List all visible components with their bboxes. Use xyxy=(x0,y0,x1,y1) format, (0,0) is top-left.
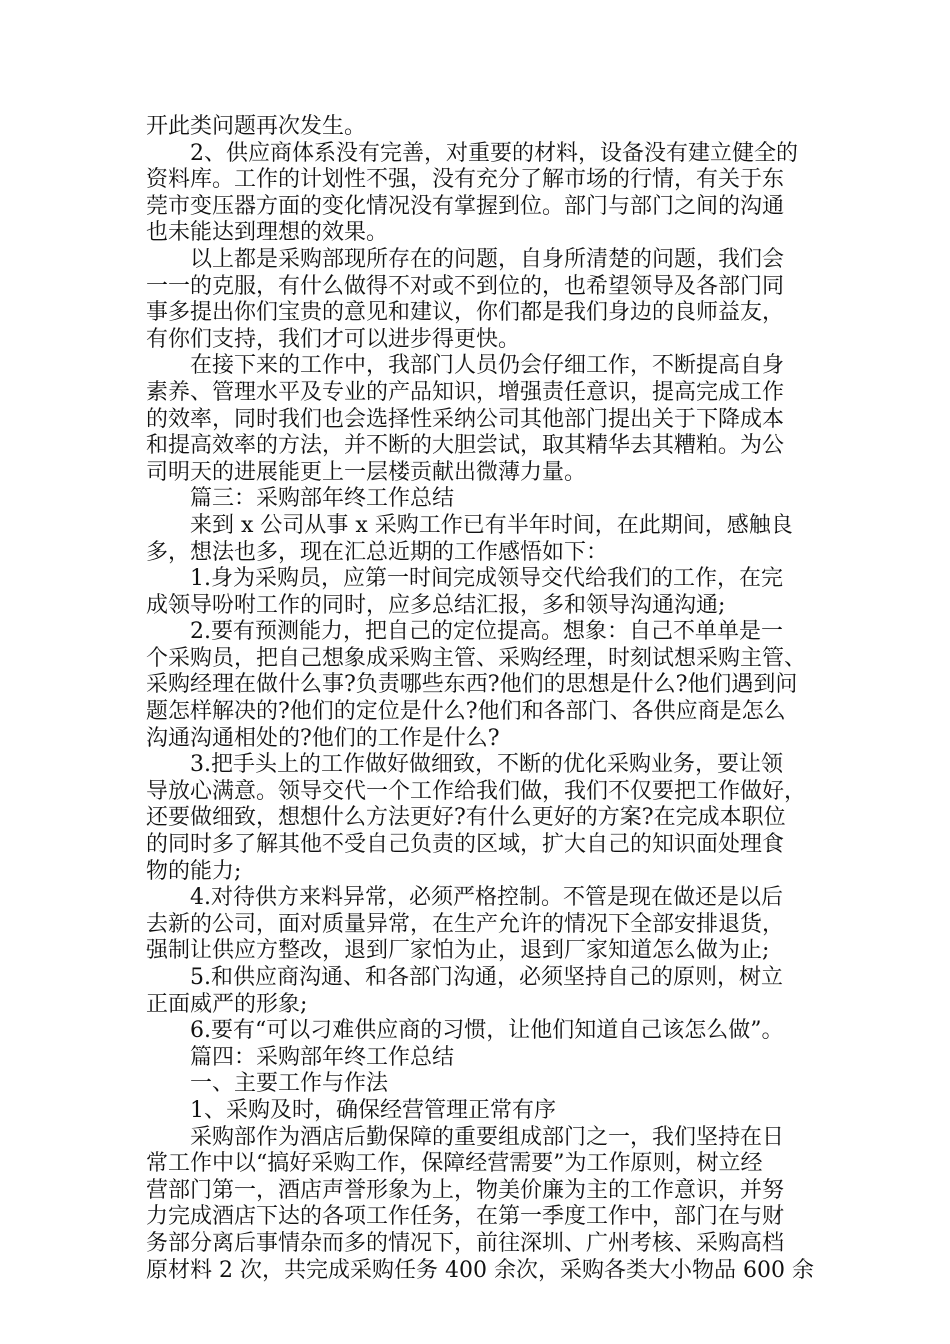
text-line: 2、供应商体系没有完善，对重要的材料，设备没有建立健全的 xyxy=(190,140,798,166)
text-line: 还要做细致，想想什么方法更好?有什么更好的方案?在完成本职位 xyxy=(146,805,786,831)
text-line: 采购部作为酒店后勤保障的重要组成部门之一，我们坚持在日 xyxy=(190,1124,785,1150)
text-line: 以上都是采购部现所存在的问题，自身所清楚的问题，我们会 xyxy=(190,246,785,272)
text-line: 的同时多了解其他不受自己负责的区域，扩大自己的知识面处理食 xyxy=(146,832,785,858)
text-line: 5.和供应商沟通、和各部门沟通，必须坚持自己的原则，树立 xyxy=(190,965,783,990)
text-line: 6.要有“可以刁难供应商的习惯，让他们知道自己该怎么做”。 xyxy=(190,1018,784,1044)
text-line: 素养、管理水平及专业的产品知识，增强责任意识，提高完成工作 xyxy=(146,379,785,405)
text-line: 有你们支持，我们才可以进步得更快。 xyxy=(146,326,521,352)
text-line: 多，想法也多，现在汇总近期的工作感悟如下： xyxy=(146,539,609,565)
text-line: 个采购员，把自己想象成采购主管、采购经理，时刻试想采购主管、 xyxy=(146,645,807,671)
text-line: 一一的克服，有什么做得不对或不到位的，也希望领导及各部门同 xyxy=(146,273,785,299)
text-line: 3.把手头上的工作做好做细致，不断的优化采购业务，要让领 xyxy=(190,752,783,778)
document-body xyxy=(146,114,814,1284)
text-line: 物的能力; xyxy=(146,858,242,884)
text-line: 正面威严的形象; xyxy=(146,991,308,1017)
text-line: 莞市变压器方面的变化情况没有掌握到位。部门与部门之间的沟通 xyxy=(146,193,785,219)
text-line: 1.身为采购员，应第一时间完成领导交代给我们的工作，在完 xyxy=(190,566,783,592)
text-line: 来到 x 公司从事 x 采购工作已有半年时间，在此期间，感触良 xyxy=(190,512,793,538)
text-line: 导放心满意。领导交代一个工作给我们做，我们不仅要把工作做好， xyxy=(146,778,807,804)
text-line: 采购经理在做什么事?负责哪些东西?他们的思想是什么?他们遇到问 xyxy=(146,672,798,698)
text-line: 也未能达到理想的效果。 xyxy=(146,220,389,246)
text-line: 务部分离后事情杂而多的情况下，前往深圳、广州考核、采购高档 xyxy=(146,1230,785,1256)
text-line: 2.要有预测能力，把自己的定位提高。想象：自己不单单是一 xyxy=(190,619,783,645)
text-line: 沟通沟通相处的?他们的工作是什么? xyxy=(146,725,500,751)
text-line: 一、主要工作与作法 xyxy=(190,1071,389,1097)
text-line: 和提高效率的方法，并不断的大胆尝试，取其精华去其糟粕。为公 xyxy=(146,433,785,459)
text-line: 营部门第一，酒店声誉形象为上，物美价廉为主的工作意识，并努 xyxy=(146,1177,785,1203)
text-line: 常工作中以“搞好采购工作，保障经营需要”为工作原则，树立经 xyxy=(146,1151,763,1177)
text-line: 司明天的进展能更上一层楼贡献出微薄力量。 xyxy=(146,459,587,485)
text-line: 原材料 2 次，共完成采购任务 400 余次，采购各类大小物品 600 余 xyxy=(146,1257,814,1283)
text-line: 4.对待供方来料异常，必须严格控制。不管是现在做还是以后 xyxy=(190,885,783,911)
text-line: 成领导吩咐工作的同时，应多总结汇报，多和领导沟通沟通; xyxy=(146,592,726,618)
text-line: 的效率，同时我们也会选择性采纳公司其他部门提出关于下降成本 xyxy=(146,406,785,432)
text-line: 开此类问题再次发生。 xyxy=(146,114,367,139)
text-line: 强制让供应方整改，退到厂家怕为止，退到厂家知道怎么做为止; xyxy=(146,938,770,964)
text-line: 事多提出你们宝贵的意见和建议，你们都是我们身边的良师益友， xyxy=(146,300,785,326)
text-line: 篇三：采购部年终工作总结 xyxy=(190,486,455,512)
text-line: 题怎样解决的?他们的定位是什么?他们和各部门、各供应商是怎么 xyxy=(146,699,786,725)
text-line: 篇四：采购部年终工作总结 xyxy=(190,1044,455,1070)
text-line: 资料库。工作的计划性不强，没有充分了解市场的行情，有关于东 xyxy=(146,167,785,193)
text-line: 1、采购及时，确保经营管理正常有序 xyxy=(190,1097,556,1123)
text-line: 在接下来的工作中，我部门人员仍会仔细工作，不断提高自身 xyxy=(190,353,785,379)
text-line: 去新的公司，面对质量异常，在生产允许的情况下全部安排退货， xyxy=(146,911,785,937)
text-line: 力完成酒店下达的各项工作任务，在第一季度工作中，部门在与财 xyxy=(146,1204,785,1230)
